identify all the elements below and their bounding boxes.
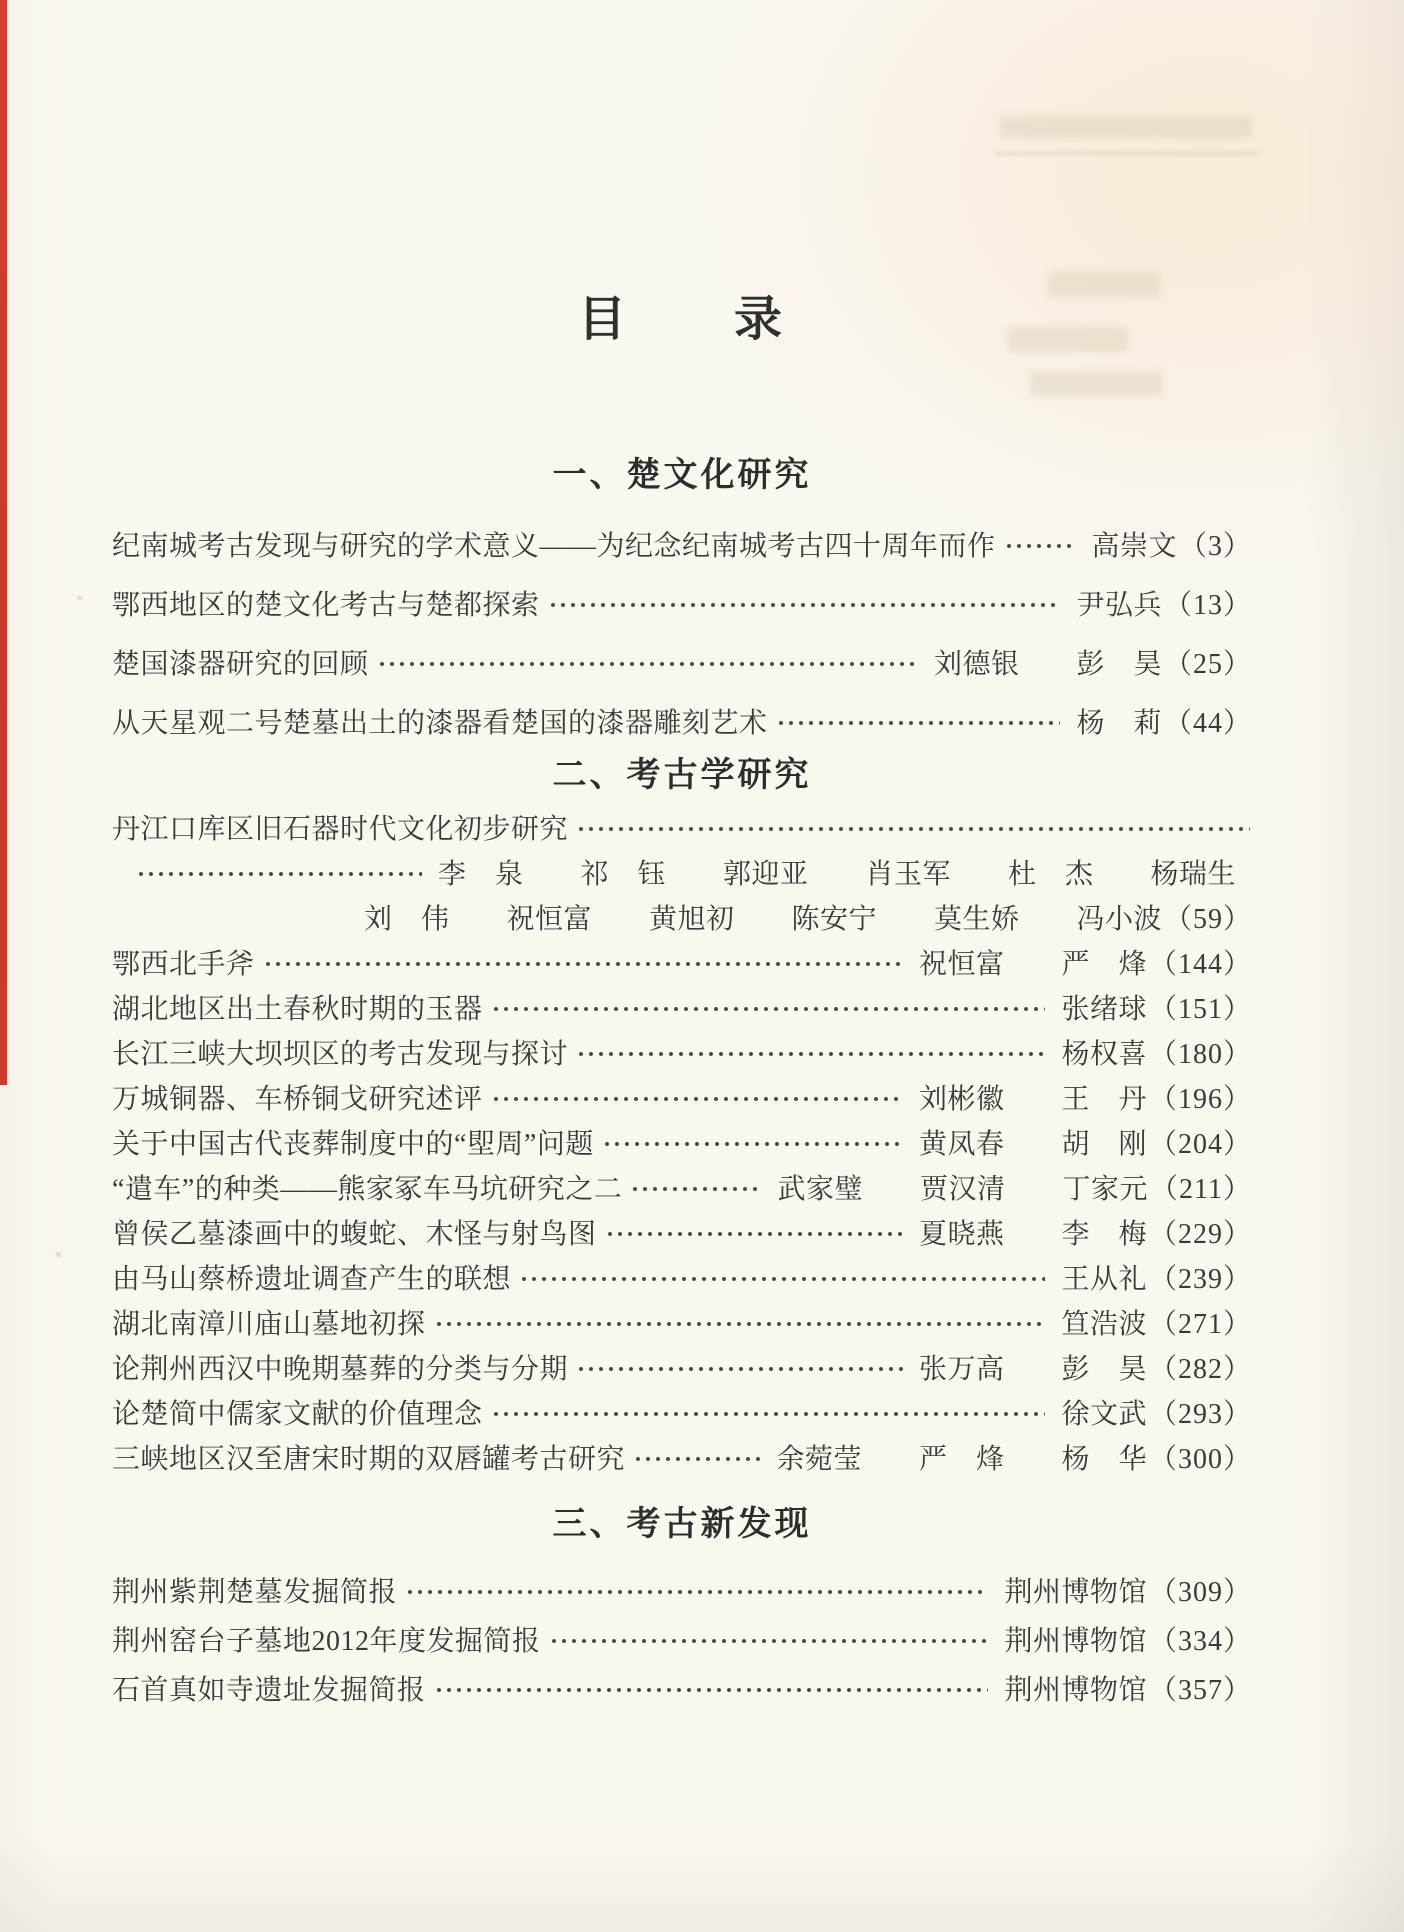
toc-entry-title: 从天星观二号楚墓出土的漆器看楚国的漆器雕刻艺术 xyxy=(112,707,768,739)
toc-entry xyxy=(112,514,1252,573)
toc-entry-title: 论楚简中儒家文献的价值理念 xyxy=(112,1398,483,1430)
toc-entry-authors: 武家璧 贾汉清 丁家元 xyxy=(777,1173,1149,1205)
toc-entry xyxy=(112,1565,1252,1614)
toc-entry xyxy=(112,984,1252,1029)
toc-entry-authors: 刘 伟 祝恒富 黄旭初 陈安宁 莫生娇 冯小波 xyxy=(363,903,1162,935)
toc-entry xyxy=(112,1209,1252,1254)
toc-entry-authors: 夏晓燕 李 梅 xyxy=(918,1218,1147,1250)
dot-leader xyxy=(576,1048,1045,1060)
dot-leader xyxy=(434,1684,989,1696)
toc-entry-authors: 荆州博物馆 xyxy=(1004,1674,1147,1706)
toc-entry xyxy=(112,1344,1252,1389)
page-edge-red-strip xyxy=(0,0,7,1085)
toc-entry-title: 万城铜器、车桥铜戈研究述评 xyxy=(112,1083,483,1115)
toc-entry xyxy=(112,1663,1252,1712)
toc-entry-page: （59） xyxy=(1163,903,1252,935)
toc-entry-authors: 黄凤春 胡 刚 xyxy=(918,1128,1147,1160)
toc-entry xyxy=(112,691,1252,750)
toc-entry-authors: 杨 莉 xyxy=(1076,707,1162,739)
toc-entry xyxy=(112,1614,1252,1663)
toc-entry-title: 荆州紫荆楚墓发掘简报 xyxy=(112,1576,398,1608)
toc-entry-page: （196） xyxy=(1148,1083,1252,1115)
toc-entry-page: （211） xyxy=(1150,1173,1252,1205)
toc-section xyxy=(112,456,1252,750)
dot-leader xyxy=(434,1318,1046,1330)
page-title: 目 录 xyxy=(577,293,786,346)
toc-entry-title: 楚国漆器研究的回顾 xyxy=(112,648,369,680)
toc-entry-authors: 杨权喜 xyxy=(1061,1038,1147,1070)
toc-entry-page: （3） xyxy=(1178,530,1252,562)
toc-entry-authors: 王从礼 xyxy=(1061,1263,1147,1295)
toc-entry xyxy=(112,1389,1252,1434)
toc-entry-authors: 徐文武 xyxy=(1061,1398,1147,1430)
toc-entry-authors: 张万高 彭 昊 xyxy=(918,1353,1147,1385)
toc-entry-page: （204） xyxy=(1148,1128,1252,1160)
toc-entry-title: 荆州窑台子墓地2012年度发掘简报 xyxy=(112,1625,541,1657)
toc-entry-page: （229） xyxy=(1148,1218,1252,1250)
toc xyxy=(112,456,1252,1712)
toc-entry-page: （144） xyxy=(1148,948,1252,980)
toc-entry-title: 鄂西北手斧 xyxy=(112,948,255,980)
toc-entry-page: （334） xyxy=(1148,1625,1252,1657)
toc-entry-authors: 尹弘兵 xyxy=(1076,589,1162,621)
toc-entry-title: 纪南城考古发现与研究的学术意义——为纪念纪南城考古四十周年而作 xyxy=(112,530,996,562)
toc-entry-title: 鄂西地区的楚文化考古与楚都探索 xyxy=(112,589,540,621)
dot-leader xyxy=(377,658,918,670)
toc-entry-title: 石首真如寺遗址发掘简报 xyxy=(112,1674,426,1706)
dot-leader xyxy=(491,1003,1046,1015)
toc-entry-title: 论荆州西汉中晚期墓葬的分类与分期 xyxy=(112,1353,569,1385)
toc-entry-title: 曾侯乙墓漆画中的蝮蛇、木怪与射鸟图 xyxy=(112,1218,597,1250)
section-entries xyxy=(112,804,1252,1479)
toc-entry-title: 三峡地区汉至唐宋时期的双唇罐考古研究 xyxy=(112,1443,626,1475)
toc-entry-page: （300） xyxy=(1148,1443,1252,1475)
toc-entry-title: “遣车”的种类——熊家冢车马坑研究之二 xyxy=(112,1173,623,1205)
dot-leader xyxy=(519,1273,1045,1285)
toc-entry-page: （271） xyxy=(1148,1308,1252,1340)
dot-leader xyxy=(405,1586,988,1598)
toc-section xyxy=(112,756,1252,1479)
toc-entry-page: （44） xyxy=(1163,707,1252,739)
toc-entry xyxy=(112,1029,1252,1074)
dot-leader xyxy=(602,1138,903,1150)
section-entries xyxy=(112,514,1252,750)
dot-leader xyxy=(630,1183,761,1195)
toc-content xyxy=(112,0,1252,1712)
toc-entry-authors: 刘德银 彭 昊 xyxy=(933,648,1162,680)
toc-entry xyxy=(112,1119,1252,1164)
toc-entry-title: 湖北地区出土春秋时期的玉器 xyxy=(112,993,483,1025)
toc-entry xyxy=(112,894,1252,939)
toc-entry-page: （151） xyxy=(1148,993,1252,1025)
paper-speck xyxy=(56,1252,61,1257)
dot-leader xyxy=(263,958,903,970)
dot-leader xyxy=(548,599,1061,611)
toc-entry-authors: 高崇文 xyxy=(1091,530,1177,562)
toc-entry-page: （309） xyxy=(1148,1576,1252,1608)
dot-leader xyxy=(491,1093,903,1105)
toc-entry-title: 长江三峡大坝坝区的考古发现与探讨 xyxy=(112,1038,569,1070)
dot-leader xyxy=(136,868,422,880)
toc-entry xyxy=(112,939,1252,984)
section-heading: 一、楚文化研究 xyxy=(552,456,812,494)
toc-entry-page: （13） xyxy=(1163,589,1252,621)
toc-entry xyxy=(112,804,1252,849)
section-entries xyxy=(112,1565,1252,1712)
toc-entry-title: 关于中国古代丧葬制度中的“堲周”问题 xyxy=(112,1128,594,1160)
dot-leader xyxy=(1004,540,1076,552)
section-heading: 三、考古新发现 xyxy=(552,1505,812,1543)
toc-entry-page: （282） xyxy=(1148,1353,1252,1385)
toc-entry xyxy=(112,1254,1252,1299)
toc-entry-title: 湖北南漳川庙山墓地初探 xyxy=(112,1308,426,1340)
toc-entry xyxy=(112,573,1252,632)
toc-entry-authors: 笪浩波 xyxy=(1061,1308,1147,1340)
toc-section xyxy=(112,1505,1252,1712)
dot-leader xyxy=(576,1363,903,1375)
toc-entry-page: （293） xyxy=(1148,1398,1252,1430)
toc-entry-authors: 刘彬徽 王 丹 xyxy=(918,1083,1147,1115)
paper-speck xyxy=(77,596,82,600)
toc-entry xyxy=(112,1164,1252,1209)
toc-entry-page: （25） xyxy=(1163,648,1252,680)
dot-leader xyxy=(776,717,1061,729)
toc-entry-authors: 祝恒富 严 烽 xyxy=(918,948,1147,980)
dot-leader xyxy=(605,1228,903,1240)
toc-entry-authors: 余菀莹 严 烽 杨 华 xyxy=(776,1443,1147,1475)
dot-leader xyxy=(633,1453,760,1465)
toc-entry xyxy=(112,1074,1252,1119)
dot-leader xyxy=(576,823,1250,835)
toc-entry-title: 丹江口库区旧石器时代文化初步研究 xyxy=(112,813,569,845)
toc-entry-title: 由马山蔡桥遗址调查产生的联想 xyxy=(112,1263,512,1295)
toc-entry-page: （357） xyxy=(1148,1674,1252,1706)
toc-entry-page: （180） xyxy=(1148,1038,1252,1070)
toc-entry xyxy=(112,632,1252,691)
dot-leader xyxy=(549,1635,989,1647)
toc-entry xyxy=(112,1434,1252,1479)
toc-entry-page: （239） xyxy=(1148,1263,1252,1295)
toc-entry-authors: 荆州博物馆 xyxy=(1004,1576,1147,1608)
toc-entry xyxy=(112,849,1252,894)
dot-leader xyxy=(491,1408,1046,1420)
section-heading: 二、考古学研究 xyxy=(552,756,812,794)
toc-entry-authors: 张绪球 xyxy=(1061,993,1147,1025)
toc-entry-authors: 李 泉 祁 钰 郭迎亚 肖玉军 杜 杰 杨瑞生 xyxy=(438,858,1237,890)
toc-entry-authors: 荆州博物馆 xyxy=(1004,1625,1147,1657)
toc-entry xyxy=(112,1299,1252,1344)
